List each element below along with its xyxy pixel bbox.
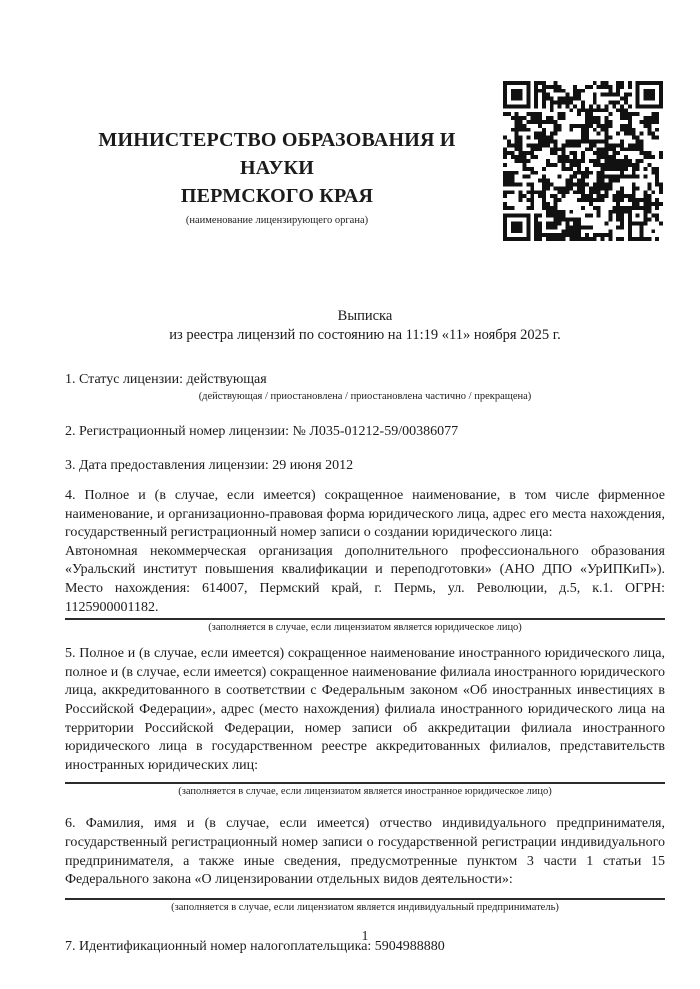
document-title-line1: Выписка — [337, 308, 393, 324]
taxpayer-id-text: 7. Идентификационный номер налогоплательщика: 5904988880 — [65, 938, 445, 954]
authority-name-line1: МИНИСТЕРСТВО ОБРАЗОВАНИЯ И НАУКИ — [98, 129, 456, 179]
section-license-status — [65, 370, 665, 404]
document-title — [65, 307, 665, 344]
license-status-text: 1. Статус лицензии: действующая — [65, 372, 267, 387]
legal-entity-caption: (заполняется в случае, если лицензиатом является юридическое лицо) — [208, 622, 522, 634]
page-number: 1 — [361, 928, 369, 943]
foreign-entity-caption: (заполняется в случае, если лицензиатом является иностранное юридическое лицо) — [178, 786, 552, 798]
licensing-authority-block — [62, 126, 492, 226]
entrepreneur-statement: 6. Фамилия, имя и (в случае, если имеется) отчество индивидуального предпринимателя, государственный регистрационный номер записи о государственной регистрации индивидуального предпринимателя, а также иные сведения, предусмотренные пунктом 3 части 1 статьи 15 Федерального закона «О лицензировании отдельных видов деятельности»: — [65, 816, 665, 888]
license-date-text: 3. Дата предоставления лицензии: 29 июня 2012 — [65, 458, 354, 473]
authority-name-line2: ПЕРМСКОГО КРАЯ — [180, 185, 374, 207]
legal-entity-rule — [65, 618, 665, 620]
section-legal-entity — [65, 487, 665, 635]
section-individual-entrepreneur — [65, 815, 665, 914]
section-license-date — [65, 456, 665, 475]
entrepreneur-caption: (заполняется в случае, если лицензиатом является индивидуальный предприниматель) — [171, 901, 559, 913]
document-body — [65, 307, 665, 956]
entrepreneur-rule — [65, 898, 665, 900]
document-title-line2: из реестра лицензий по состоянию на 11:19 «11» ноября 2025 г. — [169, 326, 561, 343]
section-registration-number — [65, 422, 665, 441]
authority-caption: (наименование лицензирующего органа) — [185, 215, 369, 226]
legal-entity-value: Автономная некоммерческая организация дополнительного профессионального образования «Уральский институт повышения квалификации и переподготовки» (АНО ДПО «УрИПКиП»). Место нахождения: 614007, Пермский край, г. Пермь, ул. Революции, д.5, к.1. ОГРН: 1125900001182. — [65, 543, 665, 615]
license-status-caption: (действующая / приостановлена / приостановлена частично / прекращена) — [198, 391, 532, 402]
section-foreign-entity — [65, 645, 665, 799]
foreign-entity-statement: 5. Полное и (в случае, если имеется) сокращенное наименование иностранного юридического лица, полное и (в случае, если имеется) сокращенное наименование филиала иностранного юридического лица, аккредитованного в соответствии с Федеральным законом «Об иностранных инвестициях в Российской Федерации», адрес (место нахождения) филиала иностранного юридического лица на территории Российской Федерации, номер записи об аккредитации филиала иностранного юридического лица в государственном реестре аккредитованных филиалов, представительств иностранных юридических лиц: — [65, 646, 665, 773]
qr-code-icon — [503, 80, 663, 242]
registration-number-text: 2. Регистрационный номер лицензии: № Л035-01212-59/00386077 — [65, 424, 459, 439]
foreign-entity-rule — [65, 782, 665, 784]
document-header — [0, 80, 700, 245]
legal-entity-statement: 4. Полное и (в случае, если имеется) сокращенное наименование, в том числе фирменное наименование, и организационно-правовая форма юридического лица, адрес его места нахождения, государственный регистрационный номер записи о создании юридического лица: — [65, 488, 665, 541]
